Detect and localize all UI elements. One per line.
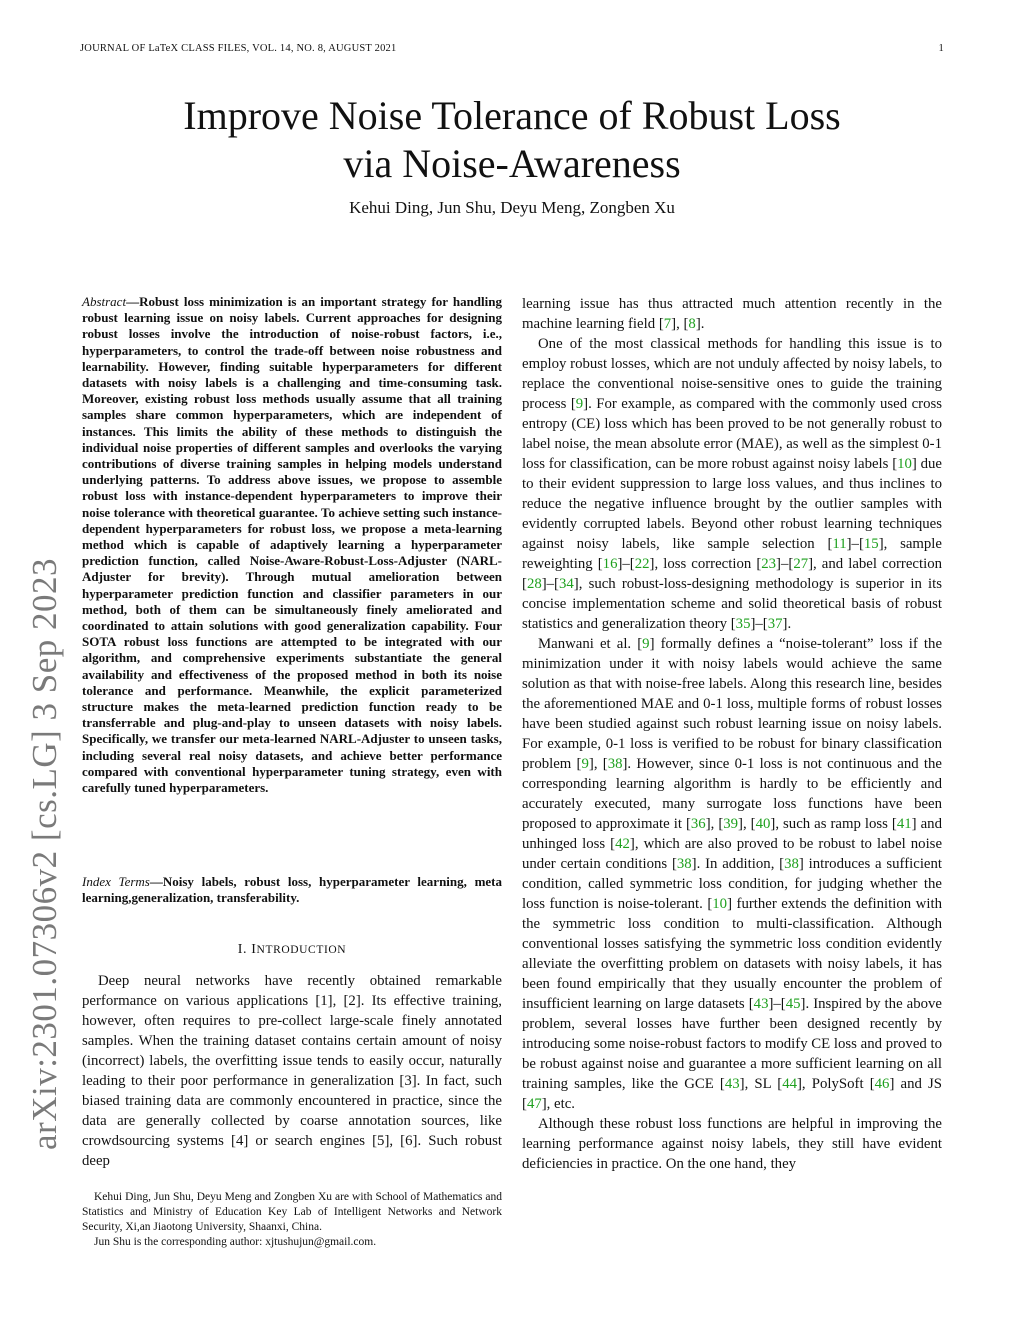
index-terms-text: —Noisy labels, robust loss, hyperparameter learning, meta learning,generalization, transferability. <box>82 874 502 906</box>
paragraph-text: ] due to their evident suppression to large loss values, and thus inclines to reduce the negative influence brought by the outlier samples with evidently corrupted labels. Beyond other robust learning techniques against noisy labels, like sample selection [ <box>522 456 942 552</box>
intro-paragraph <box>522 334 942 634</box>
citation-link[interactable]: 38 <box>607 756 623 772</box>
paragraph-text: ] further extends the definition with the symmetric loss condition to multi-classification. Although conventional losses satisfying the symmetric loss condition evidently alleviate the overfitting problem on datasets with noisy labels, it has been found empirically that they usually encounter the problem of insufficient learning on large datasets [ <box>522 896 942 1012</box>
citation-link[interactable]: 40 <box>755 816 771 832</box>
title-line-2: via Noise-Awareness <box>343 141 681 186</box>
paragraph-text: ], which are also proved to be robust to label noise under certain conditions [ <box>522 836 943 872</box>
paper-title <box>0 92 1024 188</box>
citation-link[interactable]: 7 <box>663 316 672 332</box>
abstract <box>82 294 502 796</box>
paragraph-text: ]. In fact, such biased training data are commonly encountered in practice, since the data are generally collected by coarse annotation sources, like crowdsourcing systems [ <box>82 1073 502 1149</box>
paragraph-text: ], loss correction [ <box>649 556 762 572</box>
citation-link[interactable]: 9 <box>575 396 584 412</box>
citation-link[interactable]: 10 <box>897 456 912 472</box>
intro-paragraph <box>82 971 502 1171</box>
paragraph-text: ], etc. <box>541 1096 576 1112</box>
paragraph-text: 1 <box>320 993 328 1009</box>
paragraph-text: 5 <box>377 1133 385 1149</box>
paragraph-text: ], [ <box>738 816 756 832</box>
citation-link[interactable]: 37 <box>767 616 783 632</box>
paragraph-text: ]–[ <box>776 556 794 572</box>
paragraph-text: ], [ <box>384 1133 406 1149</box>
paragraph-text: ], SL [ <box>739 1076 783 1092</box>
intro-paragraph <box>522 634 942 1114</box>
paragraph-text: [ <box>315 993 321 1009</box>
paragraph-text: ] and unhinged loss [ <box>522 816 942 852</box>
paragraph-text: ], PolySoft [ <box>797 1076 875 1092</box>
intro-left-column <box>82 971 502 1171</box>
paragraph-text: ] or search engines [ <box>243 1133 378 1149</box>
paragraph-text: 4 <box>235 1133 244 1149</box>
citation-link[interactable]: 38 <box>784 856 799 872</box>
paragraph-text: ]–[ <box>617 556 635 572</box>
citation-link[interactable]: 34 <box>559 576 574 592</box>
intro-right-column <box>522 294 942 1174</box>
paragraph-text: ], [ <box>588 756 608 772</box>
author-list: Kehui Ding, Jun Shu, Deyu Meng, Zongben Xu <box>349 198 675 217</box>
paragraph-text: ], [ <box>671 316 689 332</box>
citation-link[interactable]: 10 <box>712 896 728 912</box>
paragraph-text: ] and JS [ <box>522 1076 942 1112</box>
citation-link[interactable]: 43 <box>753 996 769 1012</box>
paragraph-text: ]. For example, as compared with the commonly used cross entropy (CE) loss which has been proved to be not generally robust to label noise, the mean absolute error (MAE), as well as the simplest 0-1 loss for classification, can be more robust against noisy labels [ <box>522 396 942 472</box>
citation-link[interactable]: 44 <box>782 1076 797 1092</box>
journal-header: JOURNAL OF LaTeX CLASS FILES, VOL. 14, NO. 8, AUGUST 2021 <box>80 43 397 54</box>
paragraph-text: Deep neural networks have recently obtained remarkable performance on various applications <box>82 973 502 1009</box>
page-number: 1 <box>938 43 944 54</box>
paragraph-text: learning issue has thus attracted much attention recently in the machine learning field [ <box>522 296 942 332</box>
paragraph-text: ]–[ <box>846 536 864 552</box>
paragraph-text: One of the most classical methods for handling this issue is to employ robust losses, which are not unduly affected by noisy labels, to replace the conventional noise-sensitive ones to guide the training process [ <box>522 336 942 412</box>
citation-link[interactable]: 38 <box>676 856 692 872</box>
paragraph-text: ], sample reweighting [ <box>522 536 942 572</box>
title-line-1: Improve Noise Tolerance of Robust Loss <box>183 93 841 138</box>
paragraph-text: ]. Such robust deep <box>82 1133 502 1169</box>
citation-link[interactable]: 39 <box>723 816 739 832</box>
section-heading <box>82 942 502 958</box>
citation-link[interactable]: 36 <box>690 816 706 832</box>
citation-link[interactable]: 42 <box>615 836 630 852</box>
running-header <box>80 43 944 59</box>
abstract-label: Abstract <box>82 294 127 309</box>
section-title-rest: NTRODUCTION <box>256 944 347 956</box>
citation-link[interactable]: 46 <box>874 1076 890 1092</box>
paragraph-text: ] introduces a sufficient condition, called symmetric loss condition, for judging whether the loss function is noise-tolerant. [ <box>522 856 943 912</box>
paragraph-text: Although these robust loss functions are helpful in improving the learning performance against noisy labels, they still have evident deficiencies in practice. On the one hand, they <box>522 1116 942 1172</box>
citation-link[interactable]: 11 <box>832 536 847 552</box>
citation-link[interactable]: 41 <box>896 816 912 832</box>
paragraph-text: ] formally defines a “noise-tolerant” loss if the minimization under it with noisy labels would achieve the same solution as that with noise-free labels. Along this research line, besides the aforementioned MAE and 0-1 loss, multiple forms of robust losses have been studied against such robust learning issue on noisy labels. For example, 0-1 loss is verified to be robust for binary classification problem [ <box>522 636 943 772</box>
citation-link[interactable]: 27 <box>793 556 809 572</box>
section-numeral: I. <box>237 942 248 957</box>
paragraph-text: ]. <box>695 316 705 332</box>
intro-paragraph <box>522 1114 942 1174</box>
paragraph-text: ], [ <box>327 993 349 1009</box>
citation-link[interactable]: 43 <box>724 1076 740 1092</box>
paragraph-text: ]. Its effective training, however, often requires to pre-collect large-scale finely annotated samples. When the training dataset contains certain amount of noisy (incorrect) labels, the overfitting issue tends to easily occur, naturally leading to their poor performance in generalization [ <box>82 993 502 1089</box>
citation-link[interactable]: 8 <box>688 316 696 332</box>
paragraph-text: ]–[ <box>750 616 768 632</box>
citation-link[interactable]: 45 <box>785 996 801 1012</box>
paragraph-text: ]. Inspired by the above problem, several losses have further been designed recently by introducing some noise-robust factors to modify CE loss and proved to be robust against noise and guarantee a more sufficient learning on all training samples, like the GCE [ <box>522 996 943 1092</box>
citation-link[interactable]: 28 <box>526 576 542 592</box>
citation-link[interactable]: 16 <box>602 556 618 572</box>
paragraph-text: 3 <box>404 1073 412 1089</box>
index-terms-label: Index Terms <box>82 874 150 889</box>
section-title-first: I <box>251 942 257 957</box>
citation-link[interactable]: 23 <box>761 556 777 572</box>
citation-link[interactable]: 15 <box>863 536 879 552</box>
citation-link[interactable]: 22 <box>634 556 650 572</box>
index-terms <box>82 874 502 906</box>
footnote-corresponding: Jun Shu is the corresponding author: xjtushujun@gmail.com. <box>94 1236 377 1248</box>
citation-link[interactable]: 9 <box>642 636 650 652</box>
paragraph-text: ]. <box>782 616 792 632</box>
paragraph-text: ]–[ <box>768 996 786 1012</box>
citation-link[interactable]: 9 <box>581 756 589 772</box>
paragraph-text: ]. However, since 0-1 loss is not continuous and the corresponding learning algorithm is hardly to be efficiently and accurately executed, many surrogate loss functions have been proposed to approximate it [ <box>522 756 942 832</box>
abstract-text: —Robust loss minimization is an important strategy for handling robust learning issue on noisy labels. Current approaches for designing robust losses involve the introduction of noise-robust factors, i.e., hyperparameters, to control the trade-off between noise robustness and learnability. However, finding suitable hyperparameters for different datasets with noisy labels is a challenging and time-consuming task. Moreover, existing robust loss methods usually assume that all training samples share common hyperparameters, which are independent of instances. This limits the ability of these methods to distinguish the individual noise properties of different samples and overlooks the varying contributions of diverse training samples in helping models understand underlying patterns. To address above issues, we propose to assemble robust loss with instance-dependent hyperparameters to improve their noise tolerance with theoretical guarantee. To achieve setting such instance-dependent hyperparameters for robust loss, we propose a meta-learning method which is capable of adaptively learning a hyperparameter prediction function, called Noise-Aware-Robust-Loss-Adjuster (NARL-Adjuster for brevity). Through mutual amelioration between hyperparameter prediction function and classifier parameters in our method, both of them can be simultaneously finely ameliorated and coordinated to attain solutions with good generalization capability. Four SOTA robust loss functions are attempted to be integrated with our algorithm, and comprehensive experiments substantiate the general availability and effectiveness of the proposed method in both its noise tolerance and performance. Meanwhile, the explicit parameterized structure makes the meta-learned prediction function ready to be transferrable and plug-and-play to unseen datasets with noisy labels. Specifically, we transfer our meta-learned NARL-Adjuster to unseen tasks, including several real noisy datasets, and achieve better performance compared with conventional hyperparameter tuning strategy, even with carefully tuned hyperparameters. <box>82 294 502 796</box>
citation-link[interactable]: 35 <box>735 616 751 632</box>
paragraph-text: ], such as ramp loss [ <box>770 816 897 832</box>
paragraph-text: Manwani et al. [ <box>538 636 643 652</box>
paragraph-text: 2 <box>348 993 356 1009</box>
footnote <box>82 1190 502 1250</box>
paragraph-text: ], [ <box>705 816 724 832</box>
footnote-affiliation: Kehui Ding, Jun Shu, Deyu Meng and Zongben Xu are with School of Mathematics and Statistics and Ministry of Education Key Lab of Intelligent Networks and Network Security, Xi,an Jiaotong University, Shaanxi, China. <box>82 1191 502 1233</box>
paragraph-text: ]. In addition, [ <box>691 856 785 872</box>
citation-link[interactable]: 47 <box>526 1096 542 1112</box>
intro-paragraph <box>522 294 942 334</box>
paragraph-text: ], and label correction [ <box>522 556 942 592</box>
paragraph-text: ]–[ <box>541 576 559 592</box>
paragraph-text: 6 <box>405 1133 413 1149</box>
paragraph-text: ], such robust-loss-designing methodology is superior in its concise implementation scheme and solid theoretical basis of robust statistics and generalization theory [ <box>522 576 942 632</box>
arxiv-watermark: arXiv:2301.07306v2 [cs.LG] 3 Sep 2023 <box>25 557 64 1150</box>
